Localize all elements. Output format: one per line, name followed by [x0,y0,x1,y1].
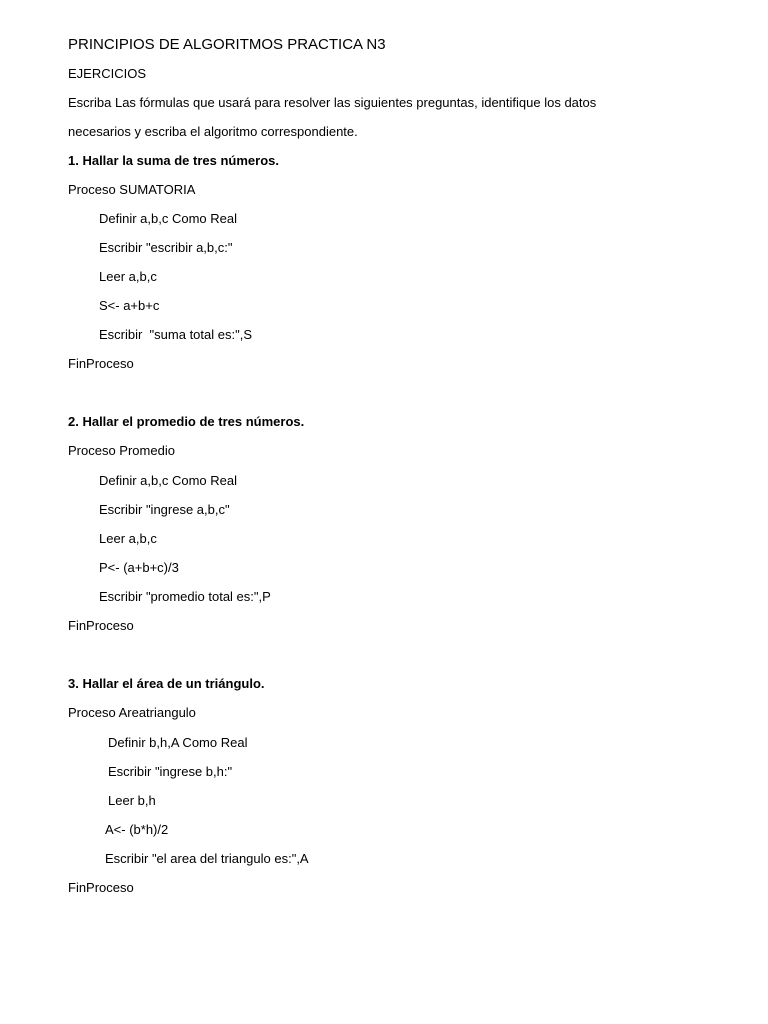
exercise-3-code-line: A<- (b*h)/2 [105,822,169,837]
exercise-2-code-line: Definir a,b,c Como Real [99,473,237,488]
intro-line-1: Escriba Las fórmulas que usará para resolver las siguientes preguntas, identifique los datos [68,95,597,110]
exercise-1-heading: 1. Hallar la suma de tres números. [68,153,279,168]
exercise-1-process-end: FinProceso [68,356,134,371]
exercise-2-code-line: Escribir "ingrese a,b,c" [99,502,230,517]
exercise-3-code-line: Leer b,h [108,793,156,808]
exercise-3-code-line: Escribir "ingrese b,h:" [108,764,233,779]
exercise-2-code-line: Leer a,b,c [99,531,157,546]
exercise-2-process-end: FinProceso [68,618,134,633]
document-title: PRINCIPIOS DE ALGORITMOS PRACTICA N3 [68,36,386,53]
exercise-3-code-line: Escribir "el area del triangulo es:",A [105,851,309,866]
exercise-2-code-line: P<- (a+b+c)/3 [99,560,179,575]
exercise-1-code-line: S<- a+b+c [99,298,160,313]
exercise-2-process-start: Proceso Promedio [68,443,175,458]
exercise-1-code-line: Definir a,b,c Como Real [99,211,237,226]
section-label: EJERCICIOS [68,66,147,81]
exercise-3-code-line: Definir b,h,A Como Real [108,735,248,750]
exercise-3-heading: 3. Hallar el área de un triángulo. [68,676,265,691]
exercise-3-process-end: FinProceso [68,880,134,895]
exercise-2-heading: 2. Hallar el promedio de tres números. [68,414,305,429]
exercise-3-process-start: Proceso Areatriangulo [68,705,196,720]
exercise-1-code-line: Escribir "suma total es:",S [99,327,252,342]
intro-line-2: necesarios y escriba el algoritmo correspondiente. [68,124,358,139]
exercise-1-process-start: Proceso SUMATORIA [68,182,196,197]
exercise-2-code-line: Escribir "promedio total es:",P [99,589,271,604]
exercise-1-code-line: Escribir "escribir a,b,c:" [99,240,233,255]
exercise-1-code-line: Leer a,b,c [99,269,157,284]
